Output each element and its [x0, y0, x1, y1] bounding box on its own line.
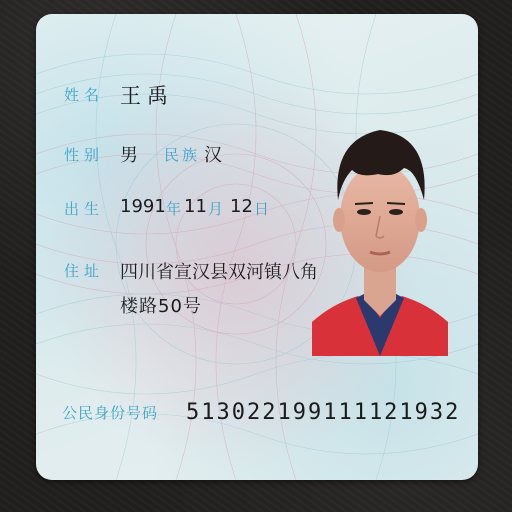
id-number-value: 513022199111121932	[186, 400, 461, 425]
gender-label: 性别	[64, 146, 105, 164]
birth-year: 1991	[120, 196, 166, 217]
address-line-2: 楼路50号	[120, 296, 202, 317]
id-number-label: 公民身份号码	[62, 404, 159, 422]
birth-day: 12	[230, 196, 253, 217]
ethnicity-label: 民族	[164, 146, 201, 164]
birth-label: 出生	[64, 200, 105, 218]
year-unit: 年	[166, 200, 182, 218]
address-line-1: 四川省宣汉县双河镇八角	[120, 262, 318, 283]
month-unit: 月	[208, 200, 224, 218]
birth-month: 11	[184, 196, 207, 217]
ethnicity-value: 汉	[204, 145, 222, 166]
name-label: 姓名	[64, 86, 105, 104]
address-label: 住址	[64, 262, 105, 280]
name-value: 王禹	[120, 84, 174, 108]
portrait-photo	[312, 100, 448, 356]
day-unit: 日	[254, 200, 270, 218]
id-card	[36, 14, 478, 480]
gender-value: 男	[120, 145, 138, 166]
